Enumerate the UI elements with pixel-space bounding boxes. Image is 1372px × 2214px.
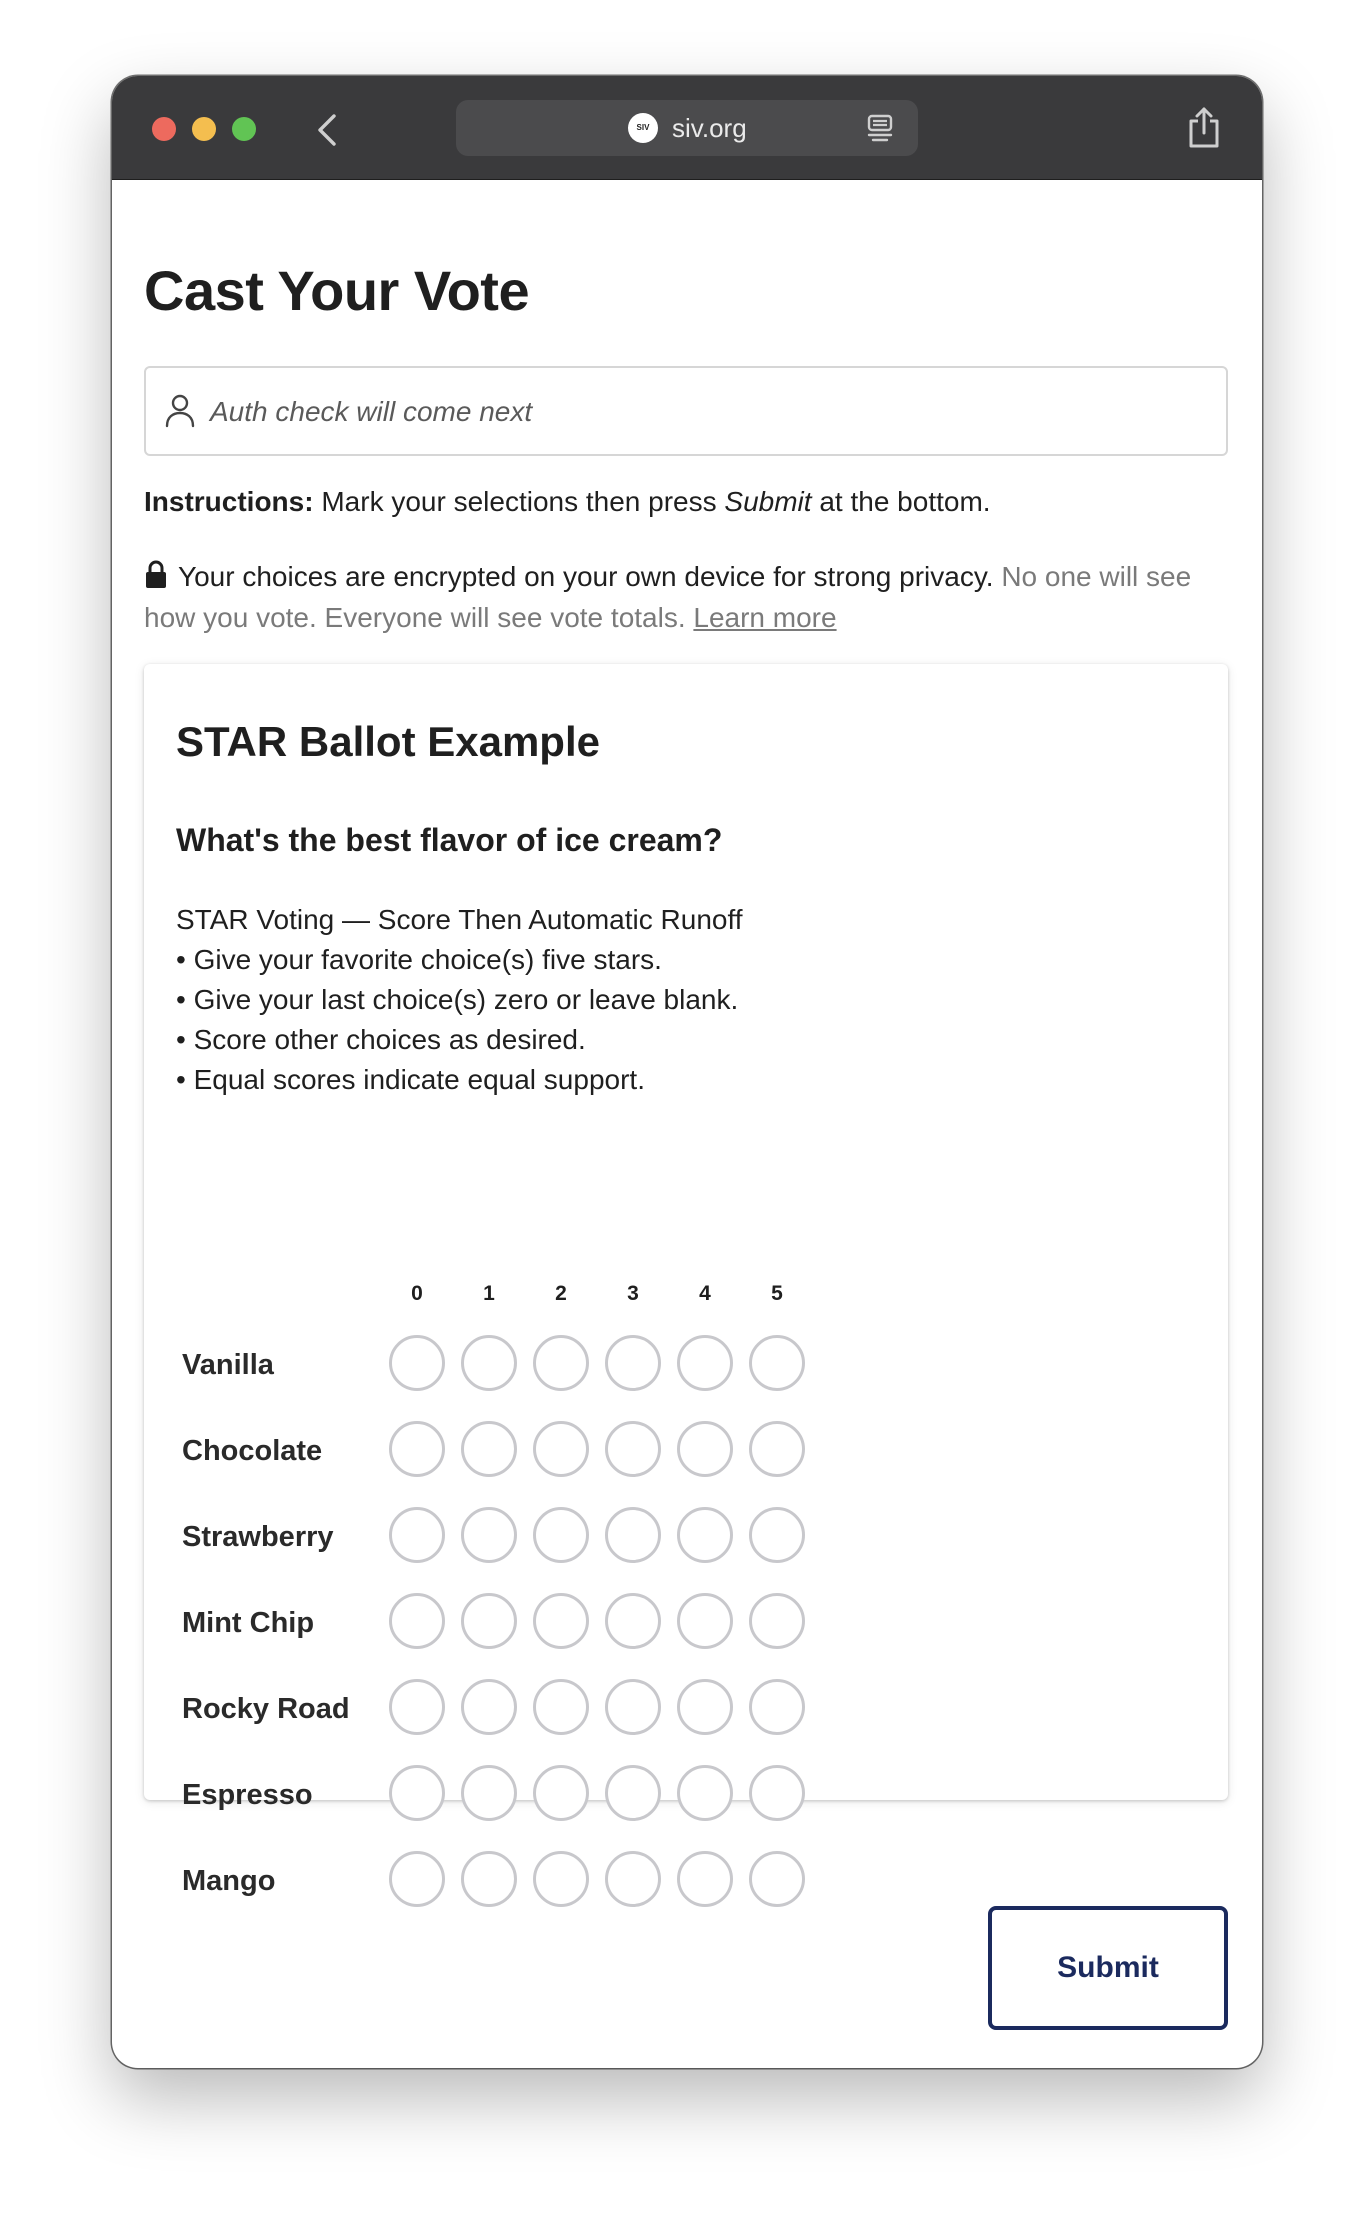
- description-line: • Equal scores indicate equal support.: [176, 1064, 645, 1095]
- score-radio-3[interactable]: [605, 1851, 661, 1907]
- ballot-title: STAR Ballot Example: [176, 718, 600, 765]
- score-header-3: 3: [627, 1282, 639, 1305]
- table-row: [144, 1593, 1228, 1653]
- score-radio-3[interactable]: [605, 1507, 661, 1563]
- instructions-text-before: Mark your selections then press: [313, 486, 725, 517]
- score-header-1: 1: [483, 1282, 495, 1305]
- score-radio-5[interactable]: [749, 1335, 805, 1391]
- description-line: • Score other choices as desired.: [176, 1024, 586, 1055]
- score-radio-4[interactable]: [677, 1679, 733, 1735]
- score-radio-0[interactable]: [389, 1507, 445, 1563]
- page-content: [112, 180, 1262, 2068]
- instructions-text-after: at the bottom.: [811, 486, 991, 517]
- table-row: [144, 1507, 1228, 1567]
- reader-view-icon[interactable]: [864, 112, 896, 144]
- privacy-muted-text: No one will see how you vote. Everyone will see vote totals.: [144, 561, 1192, 633]
- privacy-main-text: Your choices are encrypted on your own device for strong privacy.: [178, 561, 994, 592]
- table-row: [144, 1679, 1228, 1739]
- score-radio-4[interactable]: [677, 1593, 733, 1649]
- auth-field[interactable]: [144, 366, 1228, 456]
- table-row: [144, 1421, 1228, 1481]
- table-row: [144, 1765, 1228, 1825]
- user-icon: [162, 392, 198, 428]
- score-radio-1[interactable]: [461, 1765, 517, 1821]
- instructions: [144, 486, 991, 518]
- score-radio-5[interactable]: [749, 1851, 805, 1907]
- score-header-2: 2: [555, 1282, 567, 1305]
- privacy-notice: [144, 556, 1234, 638]
- score-radio-3[interactable]: [605, 1593, 661, 1649]
- score-radio-4[interactable]: [677, 1421, 733, 1477]
- close-window-button[interactable]: [152, 117, 176, 141]
- score-radio-1[interactable]: [461, 1679, 517, 1735]
- score-radio-1[interactable]: [461, 1593, 517, 1649]
- score-radio-5[interactable]: [749, 1679, 805, 1735]
- score-radio-5[interactable]: [749, 1765, 805, 1821]
- score-radio-2[interactable]: [533, 1507, 589, 1563]
- url-text: siv.org: [672, 113, 747, 143]
- score-headers: [144, 1282, 1228, 1310]
- ballot-question: What's the best flavor of ice cream?: [176, 822, 723, 858]
- score-radio-3[interactable]: [605, 1335, 661, 1391]
- description-line: • Give your last choice(s) zero or leave blank.: [176, 984, 739, 1015]
- chevron-left-icon[interactable]: [308, 110, 348, 150]
- score-radio-1[interactable]: [461, 1507, 517, 1563]
- score-radio-4[interactable]: [677, 1851, 733, 1907]
- score-radio-2[interactable]: [533, 1335, 589, 1391]
- option-label: Strawberry: [182, 1521, 334, 1553]
- page-title: Cast Your Vote: [144, 259, 530, 322]
- score-header-4: 4: [699, 1282, 711, 1305]
- score-radio-1[interactable]: [461, 1335, 517, 1391]
- instructions-label: Instructions:: [144, 486, 314, 517]
- score-radio-3[interactable]: [605, 1421, 661, 1477]
- ballot-card: [144, 664, 1228, 1897]
- site-favicon-icon: SIV: [628, 113, 658, 143]
- option-label: Mango: [182, 1865, 276, 1897]
- score-radio-5[interactable]: [749, 1507, 805, 1563]
- submit-button[interactable]: Submit: [988, 1906, 1228, 2030]
- score-radio-0[interactable]: [389, 1421, 445, 1477]
- table-row: [144, 1335, 1228, 1395]
- description-line: • Give your favorite choice(s) five stars.: [176, 944, 662, 975]
- score-header-0: 0: [411, 1282, 423, 1305]
- score-radio-2[interactable]: [533, 1851, 589, 1907]
- score-radio-2[interactable]: [533, 1679, 589, 1735]
- score-radio-0[interactable]: [389, 1335, 445, 1391]
- option-label: Vanilla: [182, 1349, 274, 1381]
- score-radio-4[interactable]: [677, 1507, 733, 1563]
- score-radio-2[interactable]: [533, 1765, 589, 1821]
- share-icon[interactable]: [1184, 104, 1224, 150]
- minimize-window-button[interactable]: [192, 117, 216, 141]
- score-radio-0[interactable]: [389, 1765, 445, 1821]
- ballot-description: [176, 900, 743, 1100]
- lock-icon: [144, 559, 168, 589]
- score-radio-1[interactable]: [461, 1421, 517, 1477]
- score-radio-2[interactable]: [533, 1421, 589, 1477]
- option-label: Espresso: [182, 1779, 313, 1811]
- browser-window: [112, 76, 1262, 2068]
- score-radio-0[interactable]: [389, 1679, 445, 1735]
- score-radio-0[interactable]: [389, 1851, 445, 1907]
- score-radio-3[interactable]: [605, 1679, 661, 1735]
- score-radio-1[interactable]: [461, 1851, 517, 1907]
- table-row: [144, 1851, 1228, 1911]
- description-line: STAR Voting — Score Then Automatic Runoff: [176, 904, 743, 935]
- address-bar[interactable]: [456, 100, 918, 156]
- learn-more-link[interactable]: Learn more: [693, 602, 837, 633]
- score-radio-3[interactable]: [605, 1765, 661, 1821]
- score-radio-5[interactable]: [749, 1593, 805, 1649]
- score-radio-4[interactable]: [677, 1765, 733, 1821]
- score-header-5: 5: [771, 1282, 783, 1305]
- instructions-emphasis: Submit: [724, 486, 812, 517]
- score-radio-0[interactable]: [389, 1593, 445, 1649]
- option-label: Mint Chip: [182, 1607, 315, 1639]
- score-radio-4[interactable]: [677, 1335, 733, 1391]
- auth-placeholder: Auth check will come next: [210, 396, 533, 427]
- zoom-window-button[interactable]: [232, 117, 256, 141]
- option-label: Chocolate: [182, 1435, 323, 1467]
- score-radio-2[interactable]: [533, 1593, 589, 1649]
- score-radio-5[interactable]: [749, 1421, 805, 1477]
- option-label: Rocky Road: [182, 1693, 350, 1725]
- browser-toolbar: [112, 76, 1262, 180]
